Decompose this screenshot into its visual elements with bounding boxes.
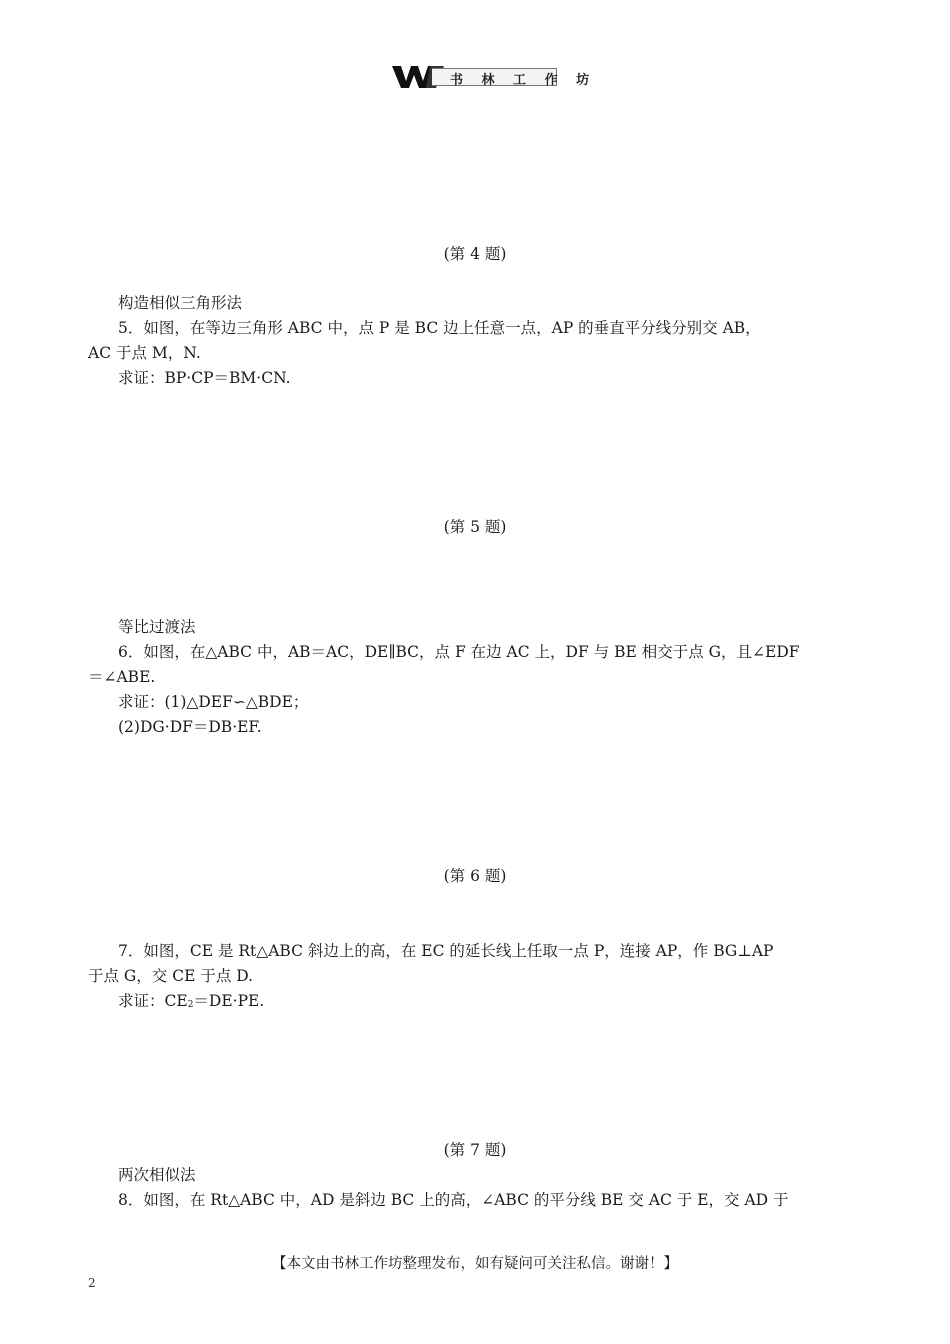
figure-caption-q5: (第 5 题) xyxy=(443,518,507,536)
figure-caption-q6: (第 6 题) xyxy=(443,867,507,885)
question-5-line-1: 5．如图，在等边三角形 ABC 中，点 P 是 BC 边上任意一点，AP 的垂直平分线分别交 AB， xyxy=(118,319,761,337)
figure-caption-q7: (第 7 题) xyxy=(443,1141,507,1159)
question-7-proof-suffix: ＝DE·PE. xyxy=(193,992,265,1010)
question-6-proof-2: (2)DG·DF＝DB·EF. xyxy=(118,718,262,736)
question-6-proof-1: 求证：(1)△DEF∽△BDE； xyxy=(118,693,309,711)
header-logo xyxy=(392,64,597,90)
question-7-proof xyxy=(118,989,264,1011)
method-heading-8: 两次相似法 xyxy=(118,1166,196,1184)
page-number: 2 xyxy=(88,1276,96,1290)
footer-note: 【本文由书林工作坊整理发布，如有疑问可关注私信。谢谢！】 xyxy=(272,1256,678,1272)
question-7-proof-prefix: 求证：CE xyxy=(118,992,188,1010)
question-5-proof: 求证：BP·CP＝BM·CN. xyxy=(118,369,291,387)
question-7-line-2: 于点 G，交 CE 于点 D. xyxy=(88,967,254,985)
question-7-proof-exponent: 2 xyxy=(187,1000,194,1010)
question-7-line-1: 7．如图，CE 是 Rt△ABC 斜边上的高，在 EC 的延长线上任取一点 P，连接 AP，作 BG⊥AP xyxy=(118,942,774,960)
question-6-line-1: 6．如图，在△ABC 中，AB＝AC，DE∥BC，点 F 在边 AC 上，DF 与 BE 相交于点 G，且∠EDF xyxy=(118,643,800,661)
figure-caption-q4: (第 4 题) xyxy=(443,245,507,263)
question-5-line-2: AC 于点 M，N. xyxy=(88,344,201,362)
question-6-line-2: ＝∠ABE. xyxy=(88,668,156,686)
question-8-line-1: 8．如图，在 Rt△ABC 中，AD 是斜边 BC 上的高，∠ABC 的平分线 BE 交 AC 于 E，交 AD 于 xyxy=(118,1191,789,1209)
method-heading-6: 等比过渡法 xyxy=(118,618,196,636)
method-heading-5: 构造相似三角形法 xyxy=(118,294,243,312)
logo-text: 书 林 工 作 坊 xyxy=(450,73,597,88)
